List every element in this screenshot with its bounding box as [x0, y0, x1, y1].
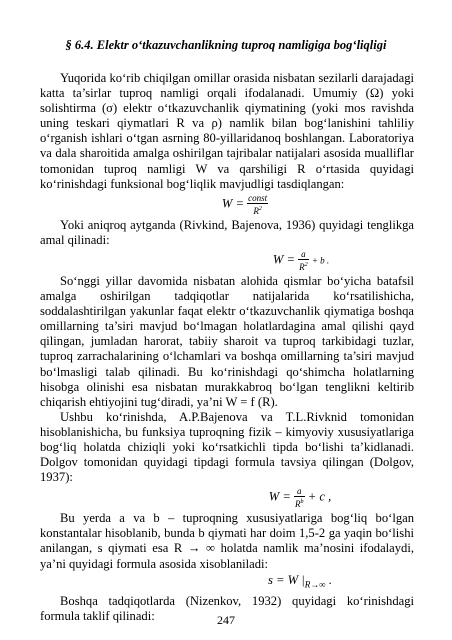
formula-2-denominator: $R^2$ [299, 261, 308, 272]
body-text [40, 71, 414, 624]
formula-2-numerator: a [298, 249, 309, 260]
formula-3-fraction [294, 486, 305, 509]
formula-1-fraction [247, 193, 268, 216]
formula-3-right: + c , [307, 489, 332, 504]
formula-1-numerator: const [248, 192, 268, 203]
formula-4 [40, 573, 414, 593]
paragraph-4: Ushbu ko‘rinishda, A.P.Bajenova va T.L.Rivknid tomonidan hisoblanishicha, bu funksiya tuproqning fizik – kimyoviy xususiyatlariga bog‘liq holatda chiziqli yoki ko‘rsatkichli tipda bo‘lishi ta’kidlanadi. Dolgov tomonidan quyidagi tipdagi formula tavsiya qilingan (Dolgov, 1937): [40, 409, 414, 485]
paragraph-5: Bu yerda a va b – tuproqning xususiyatlariga bog‘liq bo‘lgan konstantalar hisoblanib, bunda b qiymati har doim 1,5-2 ga yaqin bo‘lishi anilangan, s qiymati esa R → ∞ holatda namlik ma’nosini ifodalaydi, ya’ni quyidagi formula asosida xisoblaniladi: [40, 511, 414, 571]
section-heading: § 6.4. Elektr o‘tkazuvchanlikning tuproq namligiga bog‘liqligi [65, 38, 387, 52]
formula-3-numerator: a [294, 486, 305, 497]
paragraph-6: Boshqa tadqiqotlarda (Nizenkov, 1932) quyidagi ko‘rinishdagi formula taklif qilinadi: [40, 594, 414, 624]
formula-4-subscript: R→∞ [304, 579, 326, 590]
formula-1-left: W = [221, 196, 244, 211]
paragraph-3: So‘nggi yillar davomida nisbatan alohida qismlar bo‘yicha batafsil amalga oshirilgan tadqiqotlar natijalarida ko‘rsatilishicha, soddalashtirilgan yakunlar faqat elektr o‘tkazuvchanlik qiymatiga boshqa omillarning ta’siri mavjud bo‘lmagan holatlardagina amal qilishi qayd qilingan, jumladan harorat, tabiiy sharoit va tuproq tarkibidagi tuzlar, tuproq zarrachalarining o‘lchamlari va boshqa omillarning ta’siri mavjud bo‘lmasligi talab qilinadi. Bu ko‘rinishdagi qo‘shimcha holatlarning hisobga olinishi esa nisbatan murakkabroq bo‘lgan tenglikni keltirib chiqarish ehtiyojini tug‘diradi, ya’ni W = f (R). [40, 273, 414, 409]
page-number: 247 [217, 613, 235, 627]
formula-3-left: W = [268, 489, 291, 504]
formula-2 [40, 249, 414, 272]
formula-3-denominator: $R^b$ [295, 499, 304, 510]
formula-1 [40, 193, 414, 216]
formula-1-denominator: $R^2$ [253, 205, 262, 216]
formula-3 [40, 486, 414, 509]
formula-4-end: . [328, 572, 333, 587]
formula-2-fraction [298, 249, 309, 272]
paragraph-1: Yuqorida ko‘rib chiqilgan omillar orasida nisbatan sezilarli darajadagi katta ta’sirlar tuproq namligi orqali ifodalanadi. Umumiy (Ω) yoki solishtirma (σ) elektr o‘tkazuvchanlik qiymatining (yoki mos ravishda uning teskari qiymatlari R va ρ) namlik bilan bog‘lanishini tahliliy o‘rganish ishlari o‘tgan asrning 80-yillaridanoq boshlangan. Laboratoriya va dala sharoitida amalga oshirilgan tajribalar natijalari asosida mualliflar tomonidan tuproq namligi W va qarshiligi R o‘rtasida quyidagi ko‘rinishdagi funksional bog‘liqlik mavjudligi tasdiqlangan: [40, 71, 414, 191]
formula-2-right: + b . [311, 255, 330, 266]
formula-2-left: W = [272, 252, 295, 267]
paragraph-2: Yoki aniqroq aytganda (Rivkind, Bajenova, 1936) quyidagi tenglikga amal qilinadi: [40, 217, 414, 247]
formula-4-main: s = W | [267, 572, 305, 587]
